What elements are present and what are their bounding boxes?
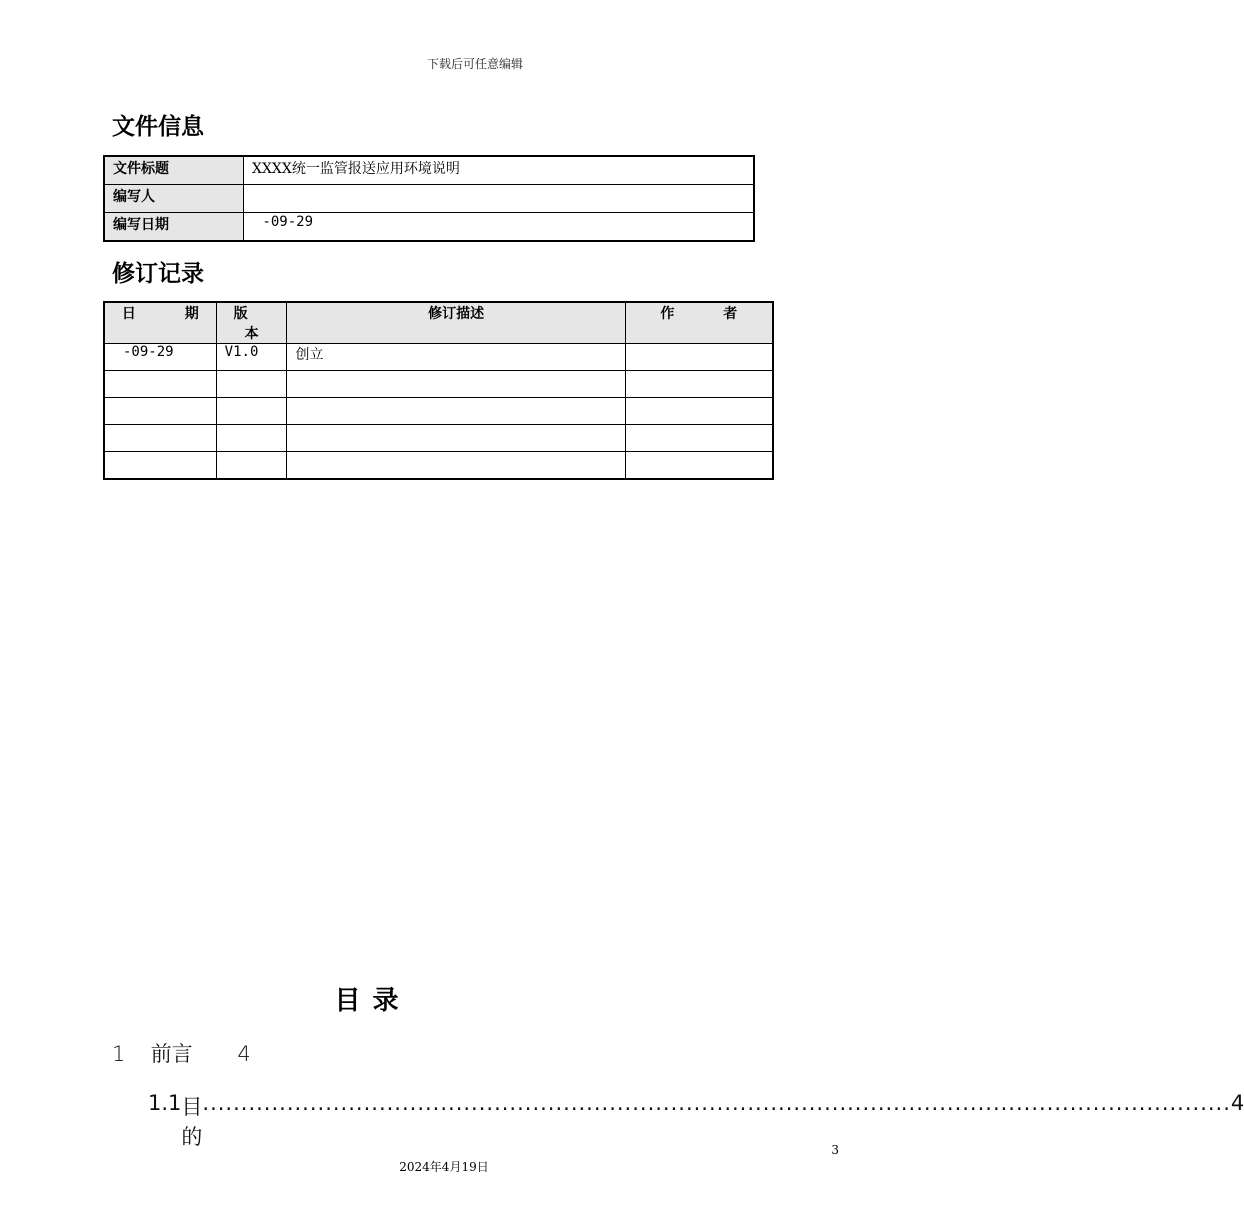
table-row (104, 156, 754, 185)
file-info-heading: 文件信息 (112, 114, 204, 140)
table-cell (287, 371, 625, 398)
toc-entry-page: 4 (237, 1042, 251, 1066)
toc-entry-1-1[interactable] (148, 1091, 1244, 1151)
author-value (244, 185, 755, 213)
header-note: 下载后可任意编辑 (426, 57, 523, 71)
table-header-row (104, 302, 773, 344)
toc-entry-number: 1 (112, 1042, 126, 1066)
table-cell (216, 398, 287, 425)
table-row (104, 452, 773, 480)
file-title-label: 文件标题 (104, 156, 244, 185)
table-row (104, 185, 754, 213)
revision-date-cell: -09-29 (104, 344, 216, 371)
table-cell (287, 452, 625, 480)
table-cell (625, 425, 773, 452)
table-cell (216, 425, 287, 452)
table-cell (625, 452, 773, 480)
col-version-header: 版 本 (216, 302, 287, 344)
table-cell (104, 452, 216, 480)
col-description-header: 修订描述 (287, 302, 625, 344)
table-cell (625, 371, 773, 398)
table-cell (104, 398, 216, 425)
table-row (104, 425, 773, 452)
page-number: 3 (831, 1143, 839, 1157)
toc-leader-dots: ...................................................................................................................................... (202, 1091, 1231, 1115)
file-info-table (103, 155, 755, 242)
table-row (104, 344, 773, 371)
table-cell (216, 371, 287, 398)
revision-table (103, 301, 774, 480)
toc-entry-1[interactable] (112, 1038, 251, 1068)
col-date-header: 日 期 (104, 302, 216, 344)
footer-date: 2024年4月19日 (399, 1160, 489, 1174)
toc-title: 目录 (334, 986, 411, 1016)
table-cell (104, 425, 216, 452)
toc-entry-number: 1.1 (148, 1091, 182, 1115)
toc-entry-title: 前言 (150, 1042, 193, 1066)
table-cell (287, 425, 625, 452)
toc-entry-title: 目的 (181, 1095, 203, 1149)
date-value: -09-29 (244, 213, 755, 242)
table-cell (287, 398, 625, 425)
table-cell (104, 371, 216, 398)
date-label: 编写日期 (104, 213, 244, 242)
revision-version-cell: V1.0 (216, 344, 287, 371)
table-row (104, 398, 773, 425)
table-cell (625, 398, 773, 425)
table-cell (216, 452, 287, 480)
revision-description-cell: 创立 (287, 344, 625, 371)
table-row (104, 371, 773, 398)
author-label: 编写人 (104, 185, 244, 213)
col-author-header: 作 者 (625, 302, 773, 344)
toc-entry-page: 4 (1230, 1091, 1244, 1115)
revision-author-cell (625, 344, 773, 371)
revision-heading: 修订记录 (112, 261, 204, 287)
table-row (104, 213, 754, 242)
file-title-value: XXXX统一监管报送应用环境说明 (244, 156, 755, 185)
